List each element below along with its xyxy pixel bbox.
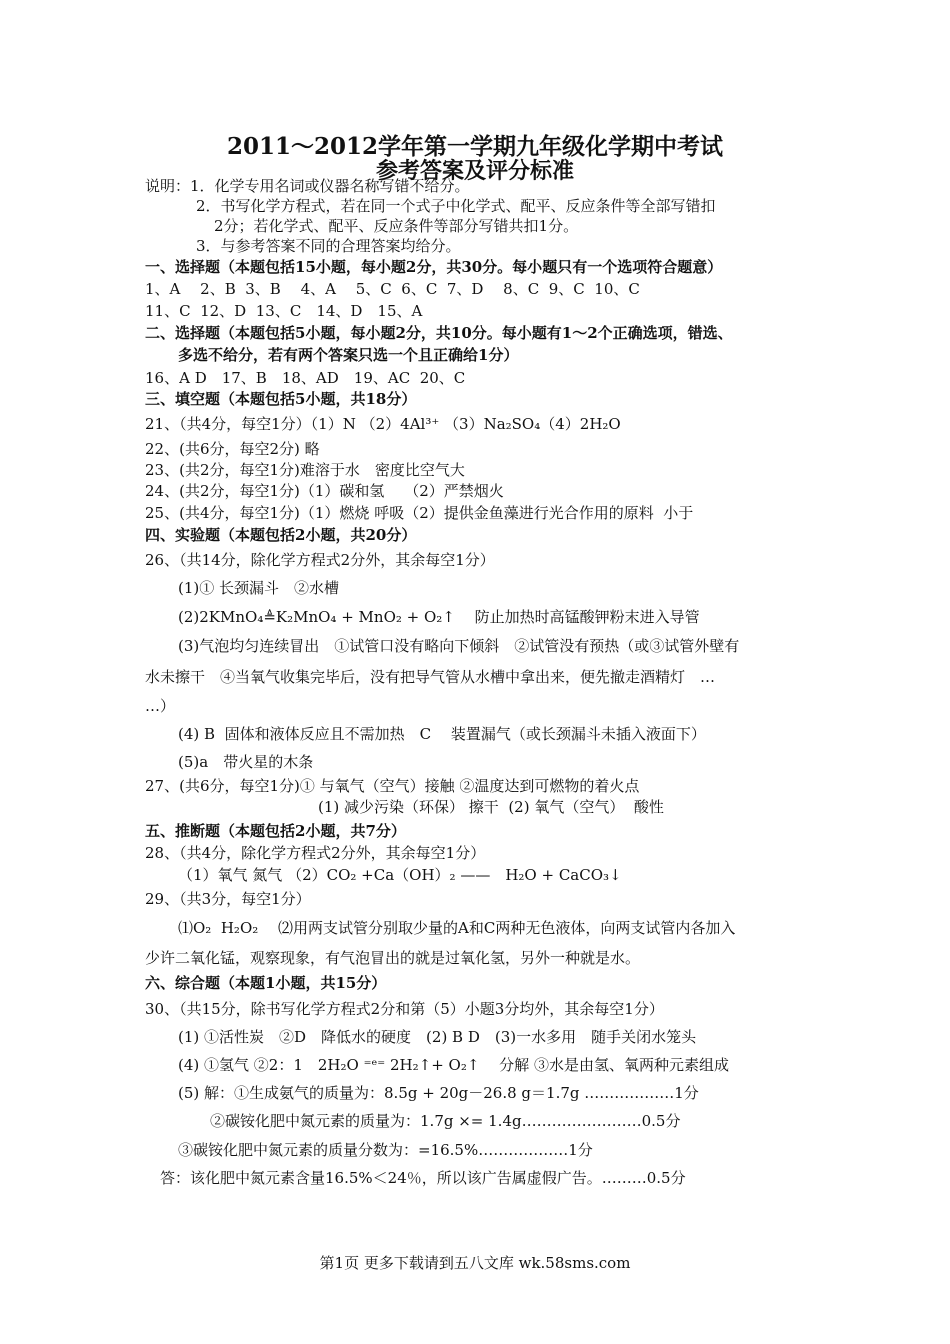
section-4-heading: 四、实验题（本题包括2小题，共20分） xyxy=(145,526,417,544)
page-title: 2011～2012学年第一学期九年级化学期中考试 xyxy=(226,133,724,160)
note-1: 说明：1．化学专用名词或仪器名称写错不给分。 xyxy=(145,177,470,195)
q26-part-2: (2)2KMnO₄≜K₂MnO₄ + MnO₂ + O₂↑ 防止加热时高锰酸钾粉末进入导管 xyxy=(178,608,700,626)
q28-part-1: （1）氧气 氮气 （2）CO₂ +Ca（OH）₂ —— H₂O + CaCO₃↓ xyxy=(178,866,622,884)
q26-part-3: (3)气泡均匀连续冒出 ①试管口没有略向下倾斜 ②试管没有预热（或③试管外壁有 xyxy=(178,637,740,655)
q29-part-1: ⑴O₂ H₂O₂ ⑵用两支试管分别取少量的A和C两种无色液体，向两支试管内各加入 xyxy=(178,919,736,937)
q27: 27、(共6分，每空1分)① 与氧气（空气）接触 ②温度达到可燃物的着火点 xyxy=(145,777,640,795)
note-3: 3．与参考答案不同的合理答案均给分。 xyxy=(196,237,461,255)
q26: 26、（共14分，除化学方程式2分外，其余每空1分） xyxy=(145,551,495,569)
q29-part-2: 少许二氧化锰，观察现象，有气泡冒出的就是过氧化氢，另外一种就是水。 xyxy=(145,949,641,967)
q23: 23、(共2分，每空1分)难溶于水 密度比空气大 xyxy=(145,461,465,479)
page-footer: 第1页 更多下载请到五八文库 wk.58sms.com xyxy=(319,1254,631,1272)
q30-part-1: (1) ①活性炭 ②D 降低水的硬度 (2) B D (3)一水多用 随手关闭水笼头 xyxy=(178,1028,697,1046)
section-3-heading: 三、填空题（本题包括5小题，共18分） xyxy=(145,390,417,408)
q30-part-4: (4) ①氢气 ②2：1 2H₂O ⁼ᵉ⁼ 2H₂↑+ O₂↑ 分解 ③水是由氢、氧两种元素组成 xyxy=(178,1056,729,1074)
section-1-answers-b: 11、C 12、D 13、C 14、D 15、A xyxy=(145,302,423,320)
section-5-heading: 五、推断题（本题包括2小题，共7分） xyxy=(145,822,406,840)
q29: 29、（共3分，每空1分） xyxy=(145,890,311,908)
q26-part-3-end: …） xyxy=(145,697,176,715)
q22: 22、(共6分，每空2分) 略 xyxy=(145,440,320,458)
section-2-answers: 16、A D 17、B 18、AD 19、AC 20、C xyxy=(145,369,466,387)
page-subtitle: 参考答案及评分标准 xyxy=(375,158,574,184)
q30-part-5-b: ②碳铵化肥中氮元素的质量为：1.7g ×= 1.4g……………………0.5分 xyxy=(210,1112,681,1130)
q21: 21、（共4分，每空1分）（1）N （2）4Al³⁺ （3）Na₂SO₄（4）2H₂O xyxy=(145,415,621,433)
q26-part-4: (4) B 固体和液体反应且不需加热 C 装置漏气（或长颈漏斗未插入液面下） xyxy=(178,725,706,743)
q24: 24、(共2分，每空1分)（1）碳和氢 （2）严禁烟火 xyxy=(145,482,504,500)
section-2-heading-cont: 多选不给分，若有两个答案只选一个且正确给1分） xyxy=(178,346,519,364)
q30-part-5-c: ③碳铵化肥中氮元素的质量分数为：=16.5%………………1分 xyxy=(178,1141,593,1159)
note-2-cont: 2分；若化学式、配平、反应条件等部分写错共扣1分。 xyxy=(214,217,579,235)
note-2: 2．书写化学方程式，若在同一个式子中化学式、配平、反应条件等全部写错扣 xyxy=(196,197,716,215)
q28: 28、（共4分，除化学方程式2分外，其余每空1分） xyxy=(145,844,486,862)
section-6-heading: 六、综合题（本题1小题，共15分） xyxy=(145,974,387,992)
q30-answer: 答：该化肥中氮元素含量16.5%＜24％，所以该广告属虚假广告。………0.5分 xyxy=(160,1169,686,1187)
section-1-answers-a: 1、A 2、B 3、B 4、A 5、C 6、C 7、D 8、C 9、C 10、C xyxy=(145,280,640,298)
q26-part-3-cont: 水未擦干 ④当氧气收集完毕后，没有把导气管从水槽中拿出来，便先撤走酒精灯 … xyxy=(145,668,716,686)
q30: 30、（共15分，除书写化学方程式2分和第（5）小题3分均外，其余每空1分） xyxy=(145,1000,664,1018)
q25: 25、(共4分，每空1分)（1）燃烧 呼吸（2）提供金鱼藻进行光合作用的原料 小于 xyxy=(145,504,694,522)
section-1-heading: 一、选择题（本题包括15小题，每小题2分，共30分。每小题只有一个选项符合题意） xyxy=(145,258,723,276)
section-2-heading: 二、选择题（本题包括5小题，每小题2分，共10分。每小题有1～2个正确选项，错选、 xyxy=(145,324,733,342)
q26-part-5: (5)a 带火星的木条 xyxy=(178,753,314,771)
q30-part-5-a: (5) 解：①生成氨气的质量为：8.5g + 20g－26.8 g＝1.7g ………………1分 xyxy=(178,1084,699,1102)
q27-cont: (1) 减少污染（环保） 擦干 (2) 氧气（空气） 酸性 xyxy=(318,798,664,816)
q26-part-1: (1)① 长颈漏斗 ②水槽 xyxy=(178,579,340,597)
